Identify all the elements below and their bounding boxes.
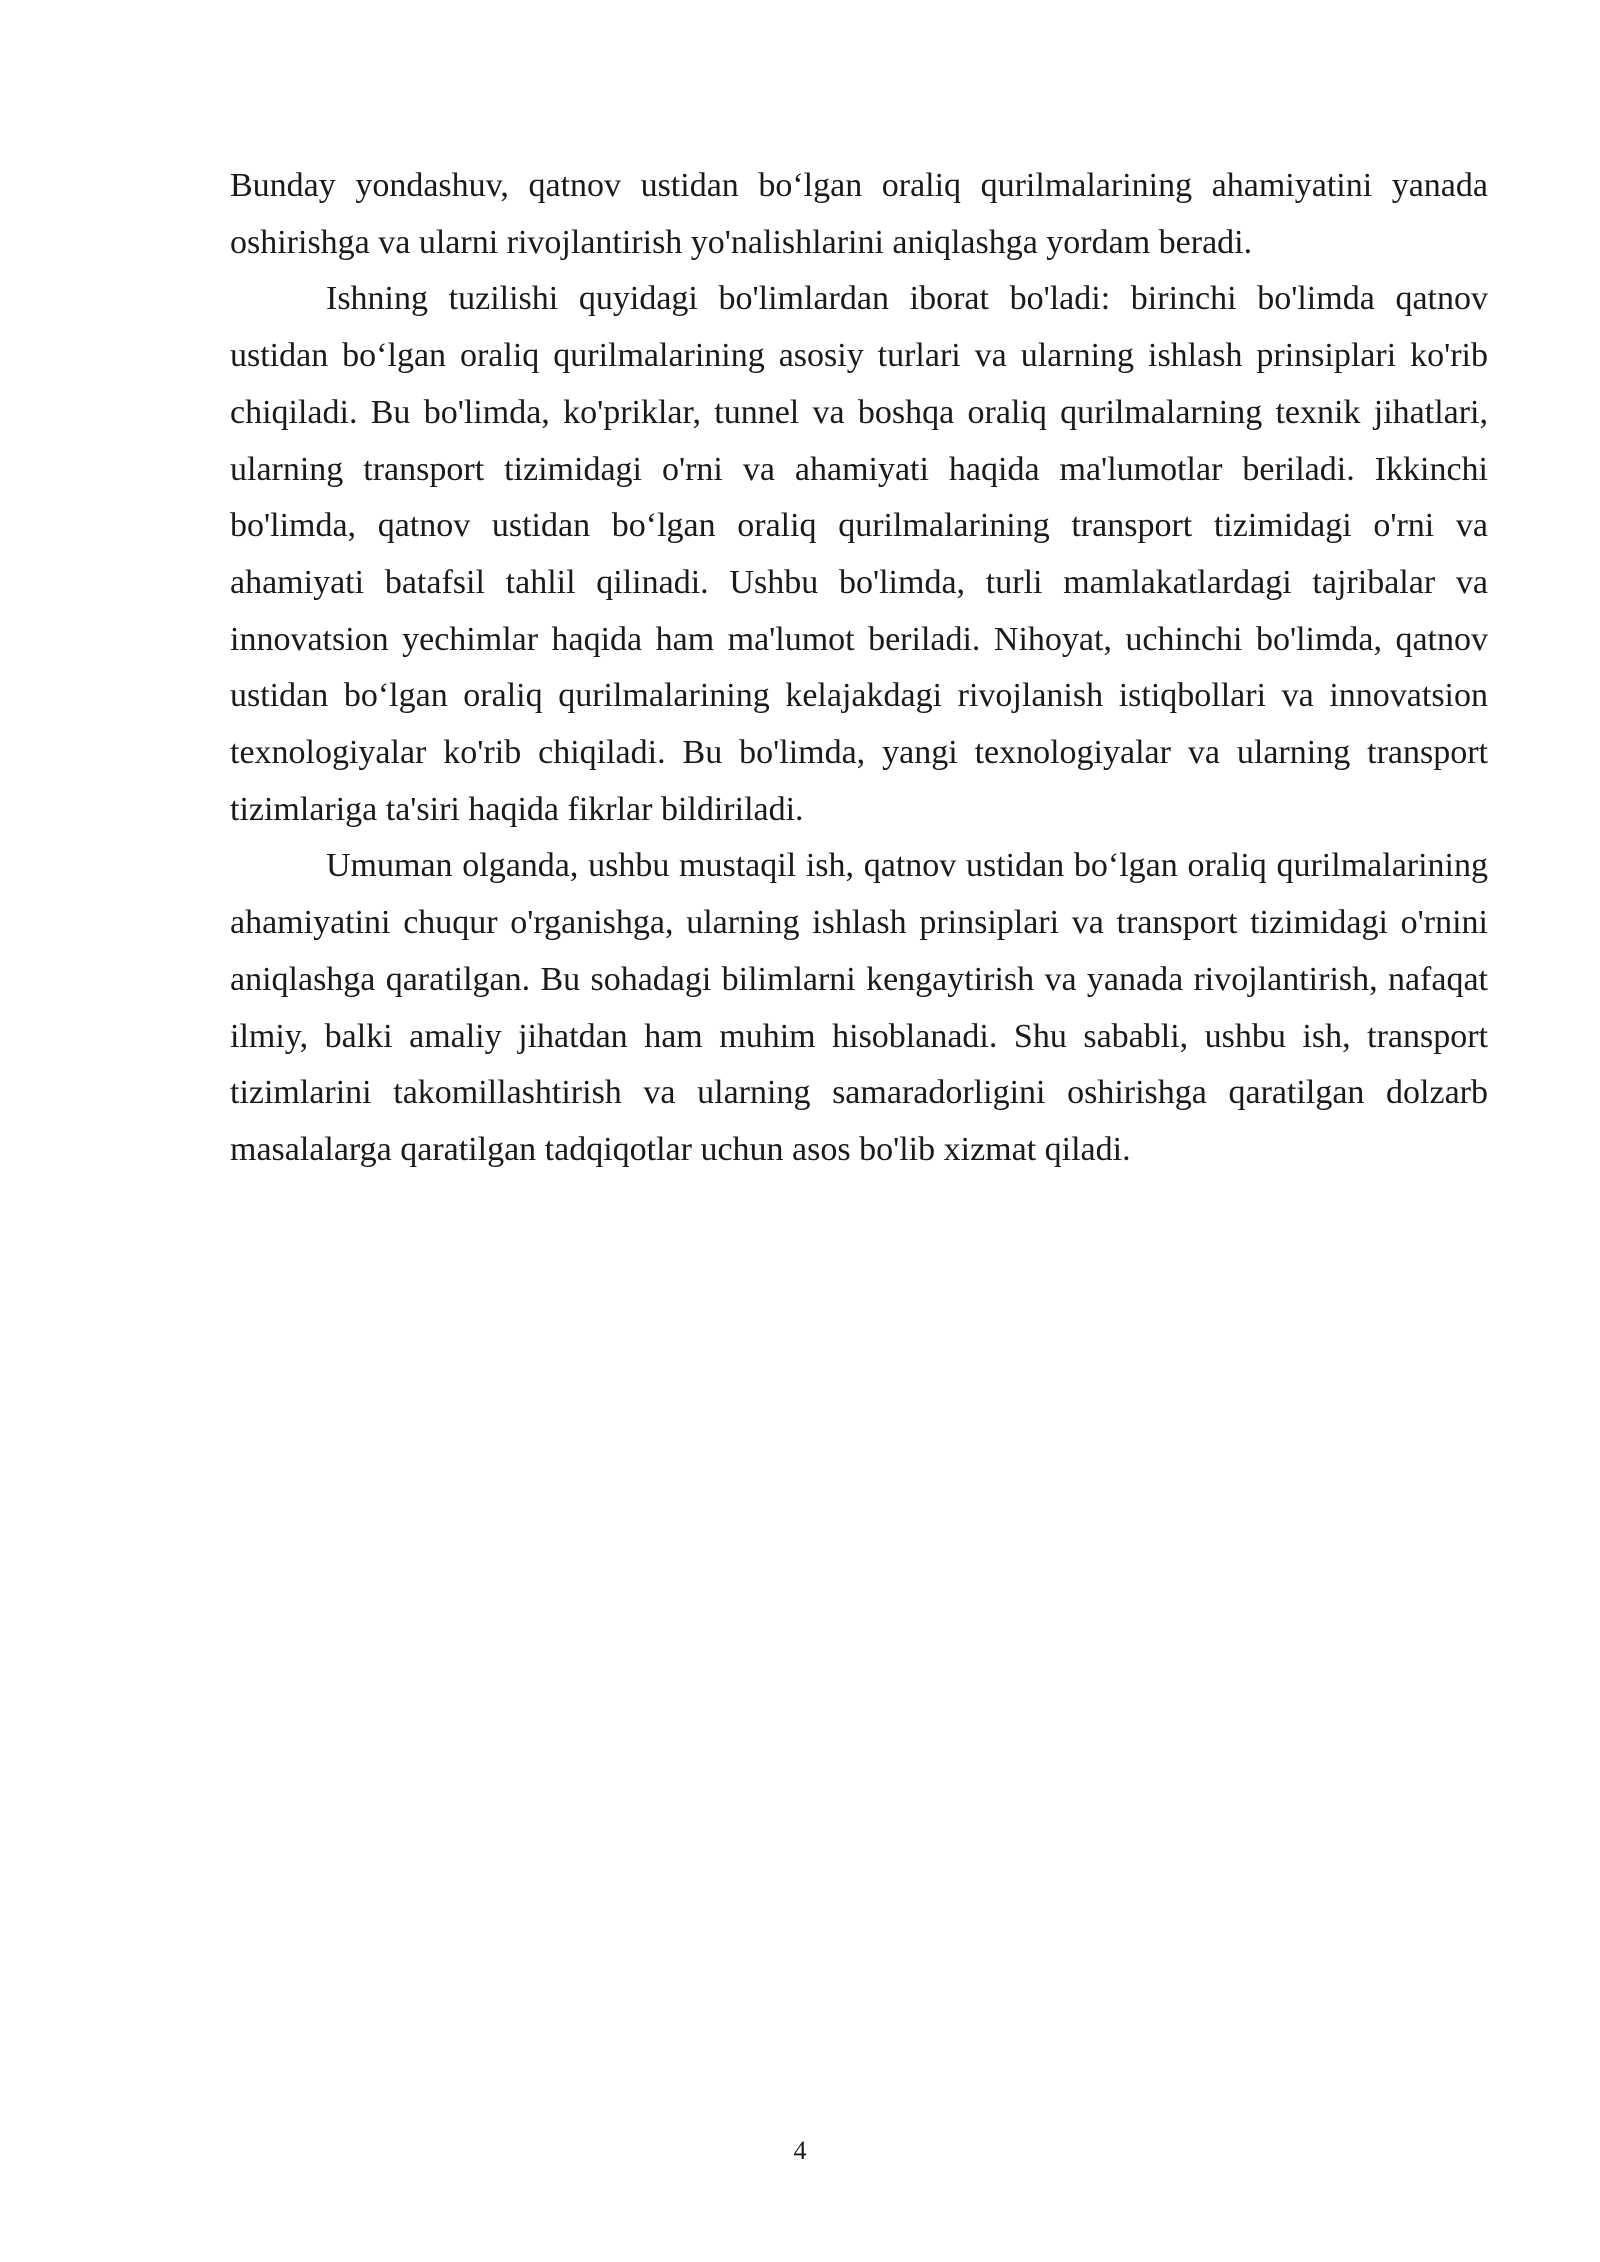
body-text [230,158,1488,1179]
paragraph-continuation: Bunday yondashuv, qatnov ustidan bo‘lgan oraliq qurilmalarining ahamiyatini yanada oshirishga va ularni rivojlantirish yo'nalishlarini aniqlashga yordam beradi. [230,167,1488,261]
paragraph-work-structure: Ishning tuzilishi quyidagi bo'limlardan iborat bo'ladi: birinchi bo'limda qatnov ustidan bo‘lgan oraliq qurilmalarining asosiy turlari va ularning ishlash prinsiplari ko'rib chiqiladi. Bu bo'limda, ko'priklar, tunnel va boshqa oraliq qurilmalarning texnik jihatlari, ularning transport tizimidagi o'rni va ahamiyati haqida ma'lumotlar beriladi. Ikkinchi bo'limda, qatnov ustidan bo‘lgan oraliq qurilmalarining transport tizimidagi o'rni va ahamiyati batafsil tahlil qilinadi. Ushbu bo'limda, turli mamlakatlardagi tajribalar va innovatsion yechimlar haqida ham ma'lumot beriladi. Nihoyat, uchinchi bo'limda, qatnov ustidan bo‘lgan oraliq qurilmalarining kelajakdagi rivojlanish istiqbollari va innovatsion texnologiyalar ko'rib chiqiladi. Bu bo'limda, yangi texnologiyalar va ularning transport tizimlariga ta'siri haqida fikrlar bildiriladi. [230,280,1488,828]
page-number: 4 [793,2136,807,2165]
paragraph-conclusion: Umuman olganda, ushbu mustaqil ish, qatnov ustidan bo‘lgan oraliq qurilmalarining ahamiyatini chuqur o'rganishga, ularning ishlash prinsiplari va transport tizimidagi o'rnini aniqlashga qaratilgan. Bu sohadagi bilimlarni kengaytirish va yanada rivojlantirish, nafaqat ilmiy, balki amaliy jihatdan ham muhim hisoblanadi. Shu sababli, ushbu ish, transport tizimlarini takomillashtirish va ularning samaradorligini oshirishga qaratilgan dolzarb masalalarga qaratilgan tadqiqotlar uchun asos bo'lib xizmat qiladi. [230,847,1488,1168]
